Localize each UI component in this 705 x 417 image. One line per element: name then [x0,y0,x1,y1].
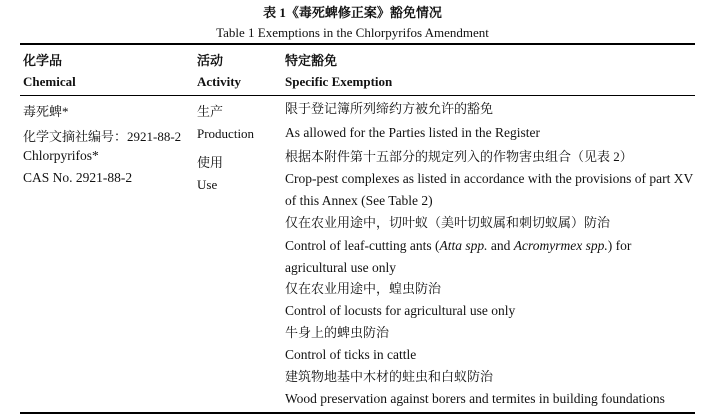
exemption-5-en: Control of ticks in cattle [285,347,417,362]
exemption-6-en: Wood preservation against borers and termites in building foundations [285,391,665,406]
exemption-5-zh: 牛身上的蜱虫防治 [285,325,390,340]
exemption-3-en-part-b: and [487,238,514,253]
exemption-2-zh: 根据本附件第十五部分的规定列入的作物害虫组合（见表 2） [285,149,633,164]
header-rule [20,95,695,96]
exemption-3-zh: 仅在农业用途中，切叶蚁（美叶切蚁属和刺切蚁属）防治 [285,215,611,230]
chemical-cas-en: CAS No. 2921-88-2 [23,170,133,185]
header-chemical-zh: 化学品 [23,53,63,68]
table-top-rule [20,43,695,45]
activity-use-en: Use [197,177,218,192]
activity-production-zh: 生产 [197,104,224,119]
chemical-cas-zh: 化学文摘社编号：2921-88-2 [23,129,182,144]
genus-atta: Atta spp. [439,238,488,253]
genus-acromyrmex: Acromyrmex spp. [513,238,608,253]
exemption-1-en: As allowed for the Parties listed in the Register [285,125,540,140]
table-title-chinese: 表 1《毒死蜱修正案》豁免情况 [263,5,442,20]
exemption-3-en-part-a: Control of leaf-cutting ants ( [285,238,440,253]
exemption-3-en-part-c: ) for agricultural use only [285,238,632,275]
header-exemption-en: Specific Exemption [285,74,393,89]
header-activity-zh: 活动 [197,53,224,68]
exemption-1-zh: 限于登记簿所列缔约方被允许的豁免 [285,101,494,116]
exemption-2-en: Crop-pest complexes as listed in accordance with the provisions of part XV of this Annex (See Table 2) [285,171,694,208]
chemical-name-zh: 毒死蜱* [23,104,69,119]
header-activity-en: Activity [197,74,242,89]
activity-use-zh: 使用 [197,155,224,170]
activity-production-en: Production [197,126,255,141]
header-chemical-en: Chemical [23,74,76,89]
table-bottom-rule [20,412,695,414]
table-title-english: Table 1 Exemptions in the Chlorpyrifos Amendment [216,25,489,40]
exemption-4-en: Control of locusts for agricultural use only [285,303,516,318]
exemption-3-en [285,235,695,279]
chemical-name-en: Chlorpyrifos* [23,148,99,163]
header-exemption-zh: 特定豁免 [285,53,338,68]
exemption-4-zh: 仅在农业用途中，蝗虫防治 [285,281,442,296]
exemption-6-zh: 建筑物地基中木材的蛀虫和白蚁防治 [285,369,494,384]
